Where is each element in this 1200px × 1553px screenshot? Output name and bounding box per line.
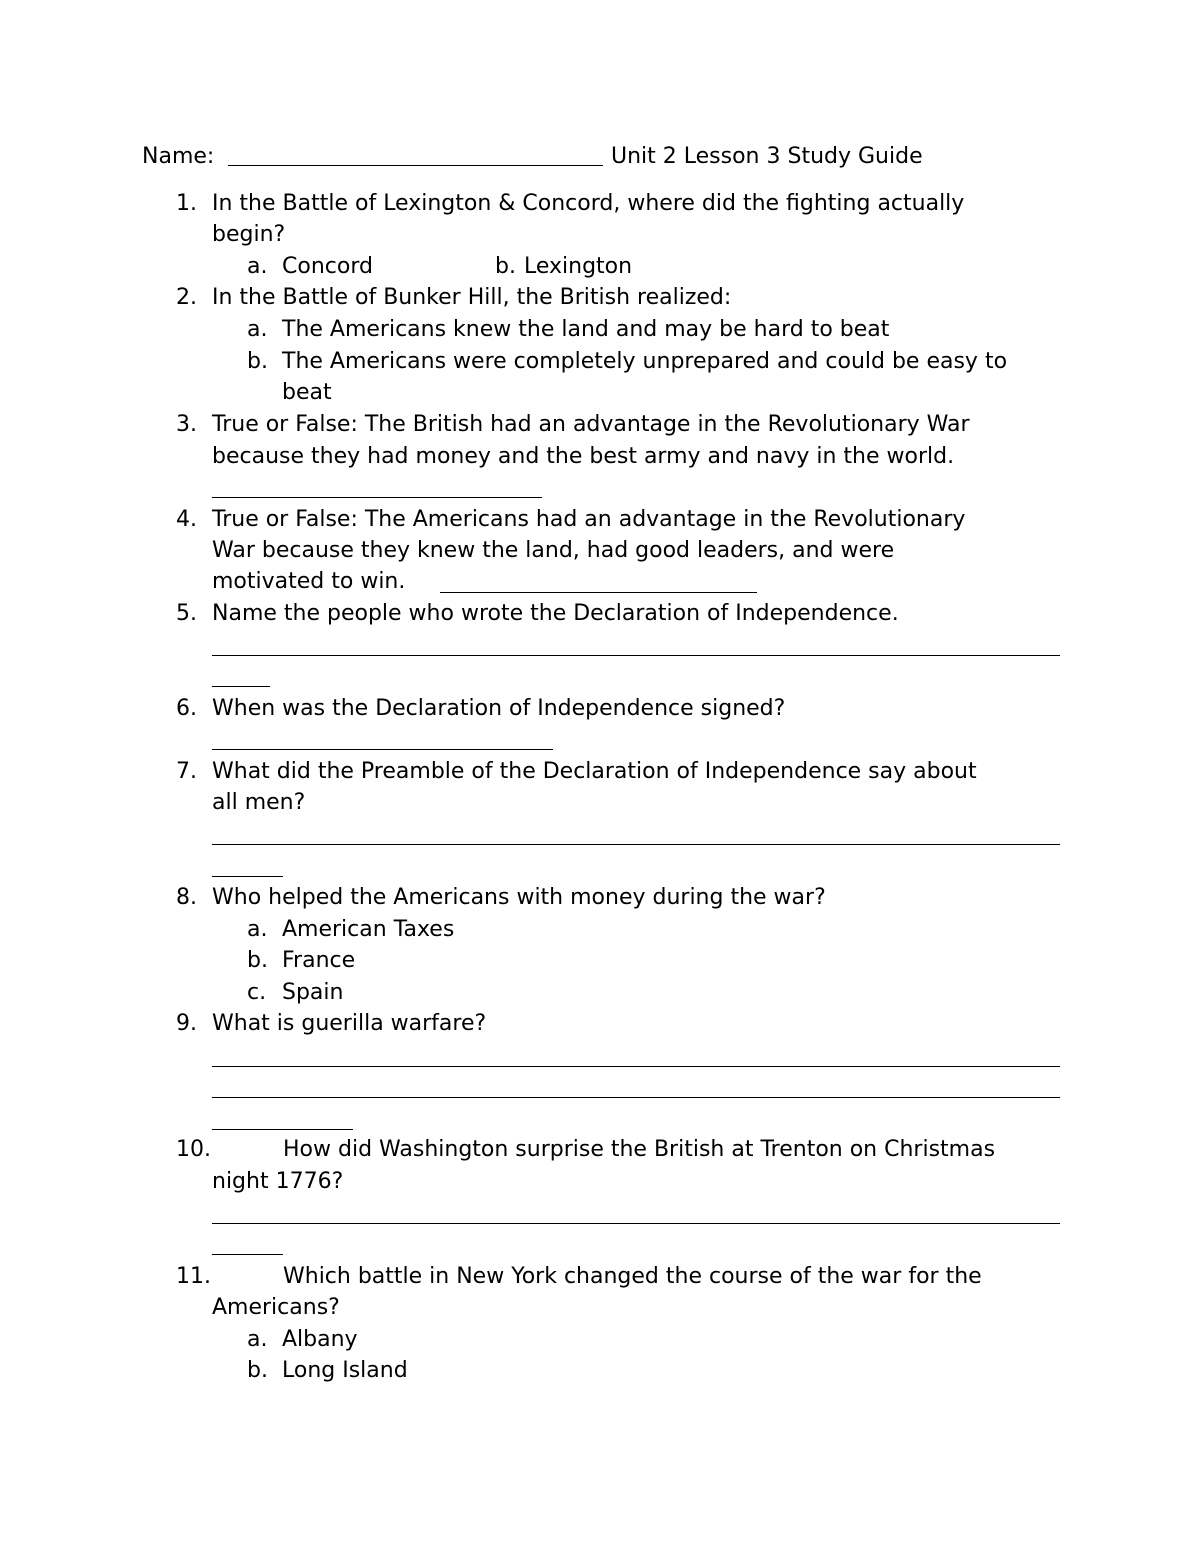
question-9-answer-blank-3	[212, 1129, 353, 1130]
question-3-answer-blank	[212, 497, 542, 498]
question-7-line-2: all men?	[212, 790, 306, 815]
question-4-line-1: True or False: The Americans had an advantage in the Revolutionary	[212, 507, 966, 532]
question-10-line-1: How did Washington surprise the British at Trenton on Christmas	[283, 1137, 996, 1162]
question-5-answer-blank-1	[212, 655, 1060, 656]
question-9-line-1: What is guerilla warfare?	[212, 1011, 487, 1036]
question-2-option-b: The Americans were completely unprepared and could be easy to	[282, 349, 1008, 374]
question-7-line-1: What did the Preamble of the Declaration of Independence say about	[212, 759, 977, 784]
question-7-number: 7.	[176, 759, 197, 784]
question-6-line-1: When was the Declaration of Independence signed?	[212, 696, 786, 721]
question-8-line-1: Who helped the Americans with money during the war?	[212, 885, 826, 910]
question-1-line-1: In the Battle of Lexington & Concord, where did the fighting actually	[212, 191, 965, 216]
question-5-line-1: Name the people who wrote the Declaration of Independence.	[212, 601, 899, 626]
question-1-number: 1.	[176, 191, 197, 216]
question-4-line-2: War because they knew the land, had good leaders, and were	[212, 538, 895, 563]
question-4-answer-blank	[440, 592, 757, 593]
question-9-number: 9.	[176, 1011, 197, 1036]
question-8-option-c: Spain	[282, 980, 344, 1005]
question-11-number: 11.	[176, 1264, 211, 1289]
question-1-option-a-letter: a.	[247, 254, 268, 279]
question-3-line-1: True or False: The British had an advantage in the Revolutionary War	[212, 412, 970, 437]
question-3-line-2: because they had money and the best army and navy in the world.	[212, 444, 955, 469]
question-4-number: 4.	[176, 507, 197, 532]
question-9-answer-blank-2	[212, 1097, 1060, 1098]
question-2-option-a-letter: a.	[247, 317, 268, 342]
question-1-option-b-letter: b.	[495, 254, 516, 279]
question-11-line-2: Americans?	[212, 1295, 340, 1320]
question-11-option-b: Long Island	[282, 1358, 408, 1383]
question-8-option-b-letter: b.	[247, 948, 268, 973]
question-1-option-b: Lexington	[524, 254, 633, 279]
question-1-option-a: Concord	[282, 254, 373, 279]
question-10-number: 10.	[176, 1137, 211, 1162]
question-10-line-2: night 1776?	[212, 1169, 344, 1194]
name-label: Name:	[142, 144, 215, 169]
question-8-option-a: American Taxes	[282, 917, 455, 942]
question-8-number: 8.	[176, 885, 197, 910]
question-11-option-a-letter: a.	[247, 1327, 268, 1352]
question-11-option-b-letter: b.	[247, 1358, 268, 1383]
question-9-answer-blank-1	[212, 1066, 1060, 1067]
name-blank	[228, 165, 603, 166]
question-5-number: 5.	[176, 601, 197, 626]
question-2-option-a: The Americans knew the land and may be hard to beat	[282, 317, 890, 342]
question-3-number: 3.	[176, 412, 197, 437]
question-11-option-a: Albany	[282, 1327, 358, 1352]
question-5-answer-blank-2	[212, 686, 270, 687]
question-4-line-3: motivated to win.	[212, 569, 406, 594]
question-2-number: 2.	[176, 285, 197, 310]
page-title: Unit 2 Lesson 3 Study Guide	[611, 144, 923, 169]
question-8-option-a-letter: a.	[247, 917, 268, 942]
question-6-answer-blank	[212, 749, 553, 750]
question-1-line-2: begin?	[212, 222, 286, 247]
question-7-answer-blank-1	[212, 844, 1060, 845]
question-8-option-b: France	[282, 948, 356, 973]
question-2-line-1: In the Battle of Bunker Hill, the British realized:	[212, 285, 732, 310]
question-8-option-c-letter: c.	[247, 980, 267, 1005]
question-10-answer-blank-2	[212, 1254, 283, 1255]
question-6-number: 6.	[176, 696, 197, 721]
question-2-option-b-letter: b.	[247, 349, 268, 374]
question-10-answer-blank-1	[212, 1223, 1060, 1224]
question-11-line-1: Which battle in New York changed the course of the war for the	[283, 1264, 982, 1289]
question-7-answer-blank-2	[212, 876, 283, 877]
question-2-option-b-continued: beat	[282, 380, 332, 405]
